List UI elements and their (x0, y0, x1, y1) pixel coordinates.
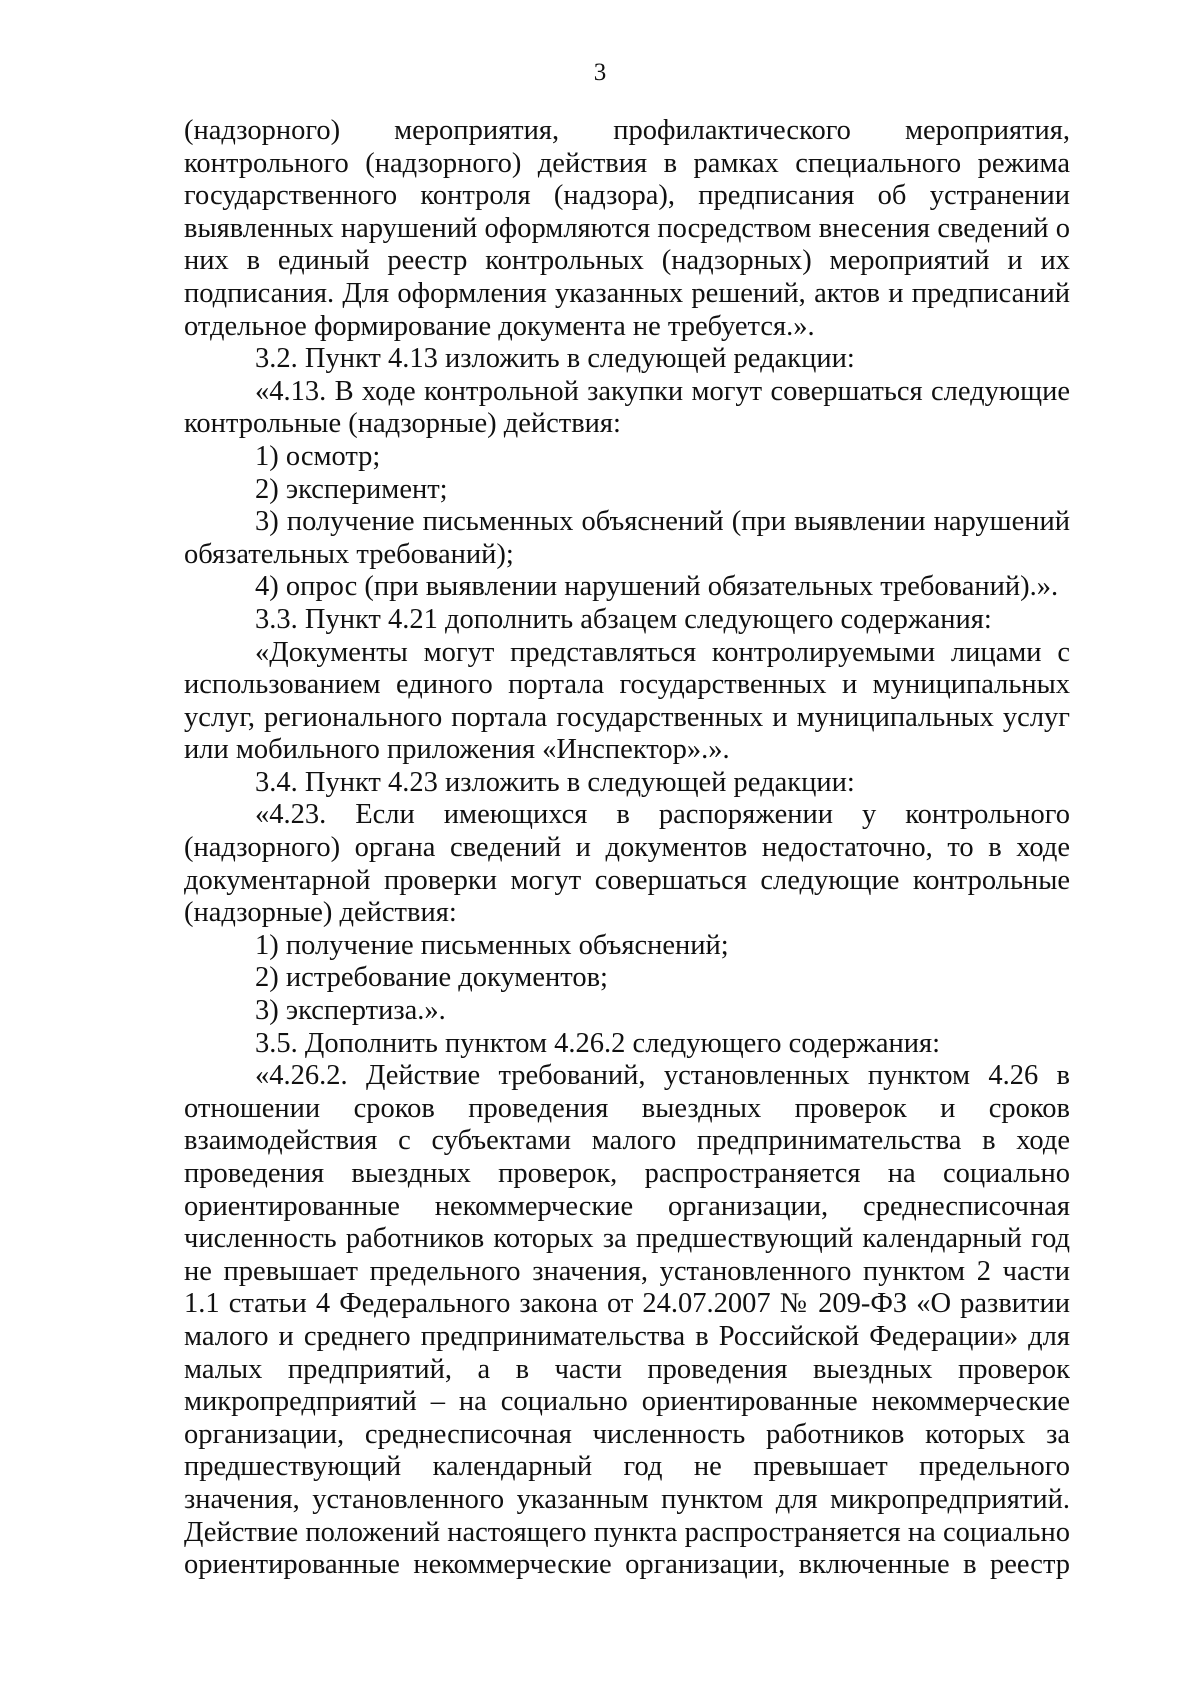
list-item: 3) экспертиза.». (255, 995, 446, 1027)
page-number: 3 (593, 59, 607, 86)
paragraph-quote-4-26-2: «4.26.2. Действие требований, установленных пунктом 4.26 в отношении сроков проведения выездных проверок и сроков взаимодействия с субъектами малого предпринимательства в ходе проведения выездных проверок, распространяется на социально ориентированные некоммерческие организации, среднесписочная численность работников которых за предшествующий календарный год не превышает предельного значения, установленного пунктом 2 части 1.1 статьи 4 Федерального закона от 24.07.2007 № 209-ФЗ «О развитии малого и среднего предпринимательства в Российской Федерации» для малых предприятий, а в части проведения выездных проверок микропредприятий – на социально ориентированные некоммерческие организации, среднесписочная численность работников которых за предшествующий календарный год не превышает предельного значения, установленного указанным пунктом для микропредприятий. Действие положений настоящего пункта распространяется на социально ориентированные некоммерческие организации, включенные в реестр (184, 1060, 1070, 1581)
paragraph-quote-4-23: «4.23. Если имеющихся в распоряжении у контрольного (надзорного) органа сведений и документов недостаточно, то в ходе документарной проверки могут совершаться следующие контрольные (надзорные) действия: (184, 799, 1070, 929)
list-item: 1) осмотр; (255, 440, 381, 472)
list-item: 2) эксперимент; (255, 473, 448, 505)
paragraph-item-3-4: 3.4. Пункт 4.23 изложить в следующей редакции: (255, 766, 855, 798)
list-item: 1) получение письменных объяснений; (255, 929, 729, 961)
document-body (184, 115, 1070, 1582)
list-item: 2) истребование документов; (255, 962, 608, 994)
list-item: 3) получение письменных объяснений (при выявлении нарушений обязательных требований); (184, 506, 1070, 570)
paragraph-item-3-2: 3.2. Пункт 4.13 изложить в следующей редакции: (255, 343, 855, 375)
paragraph-item-3-5: 3.5. Дополнить пунктом 4.26.2 следующего содержания: (255, 1027, 941, 1059)
paragraph-continuation: (надзорного) мероприятия, профилактического мероприятия, контрольного (надзорного) действия в рамках специального режима государственного контроля (надзора), предписания об устранении выявленных нарушений оформляются посредством внесения сведений о них в единый реестр контрольных (надзорных) мероприятий и их подписания. Для оформления указанных решений, актов и предписаний отдельное формирование документа не требуется.». (184, 115, 1070, 342)
paragraph-item-3-3: 3.3. Пункт 4.21 дополнить абзацем следующего содержания: (255, 603, 992, 635)
paragraph-quote-documents: «Документы могут представляться контролируемыми лицами с использованием единого портала государственных и муниципальных услуг, регионального портала государственных и муниципальных услуг или мобильного приложения «Инспектор».». (184, 636, 1070, 766)
paragraph-quote-4-13: «4.13. В ходе контрольной закупки могут совершаться следующие контрольные (надзорные) действия: (184, 375, 1070, 440)
list-item: 4) опрос (при выявлении нарушений обязательных требований).». (255, 571, 1059, 603)
